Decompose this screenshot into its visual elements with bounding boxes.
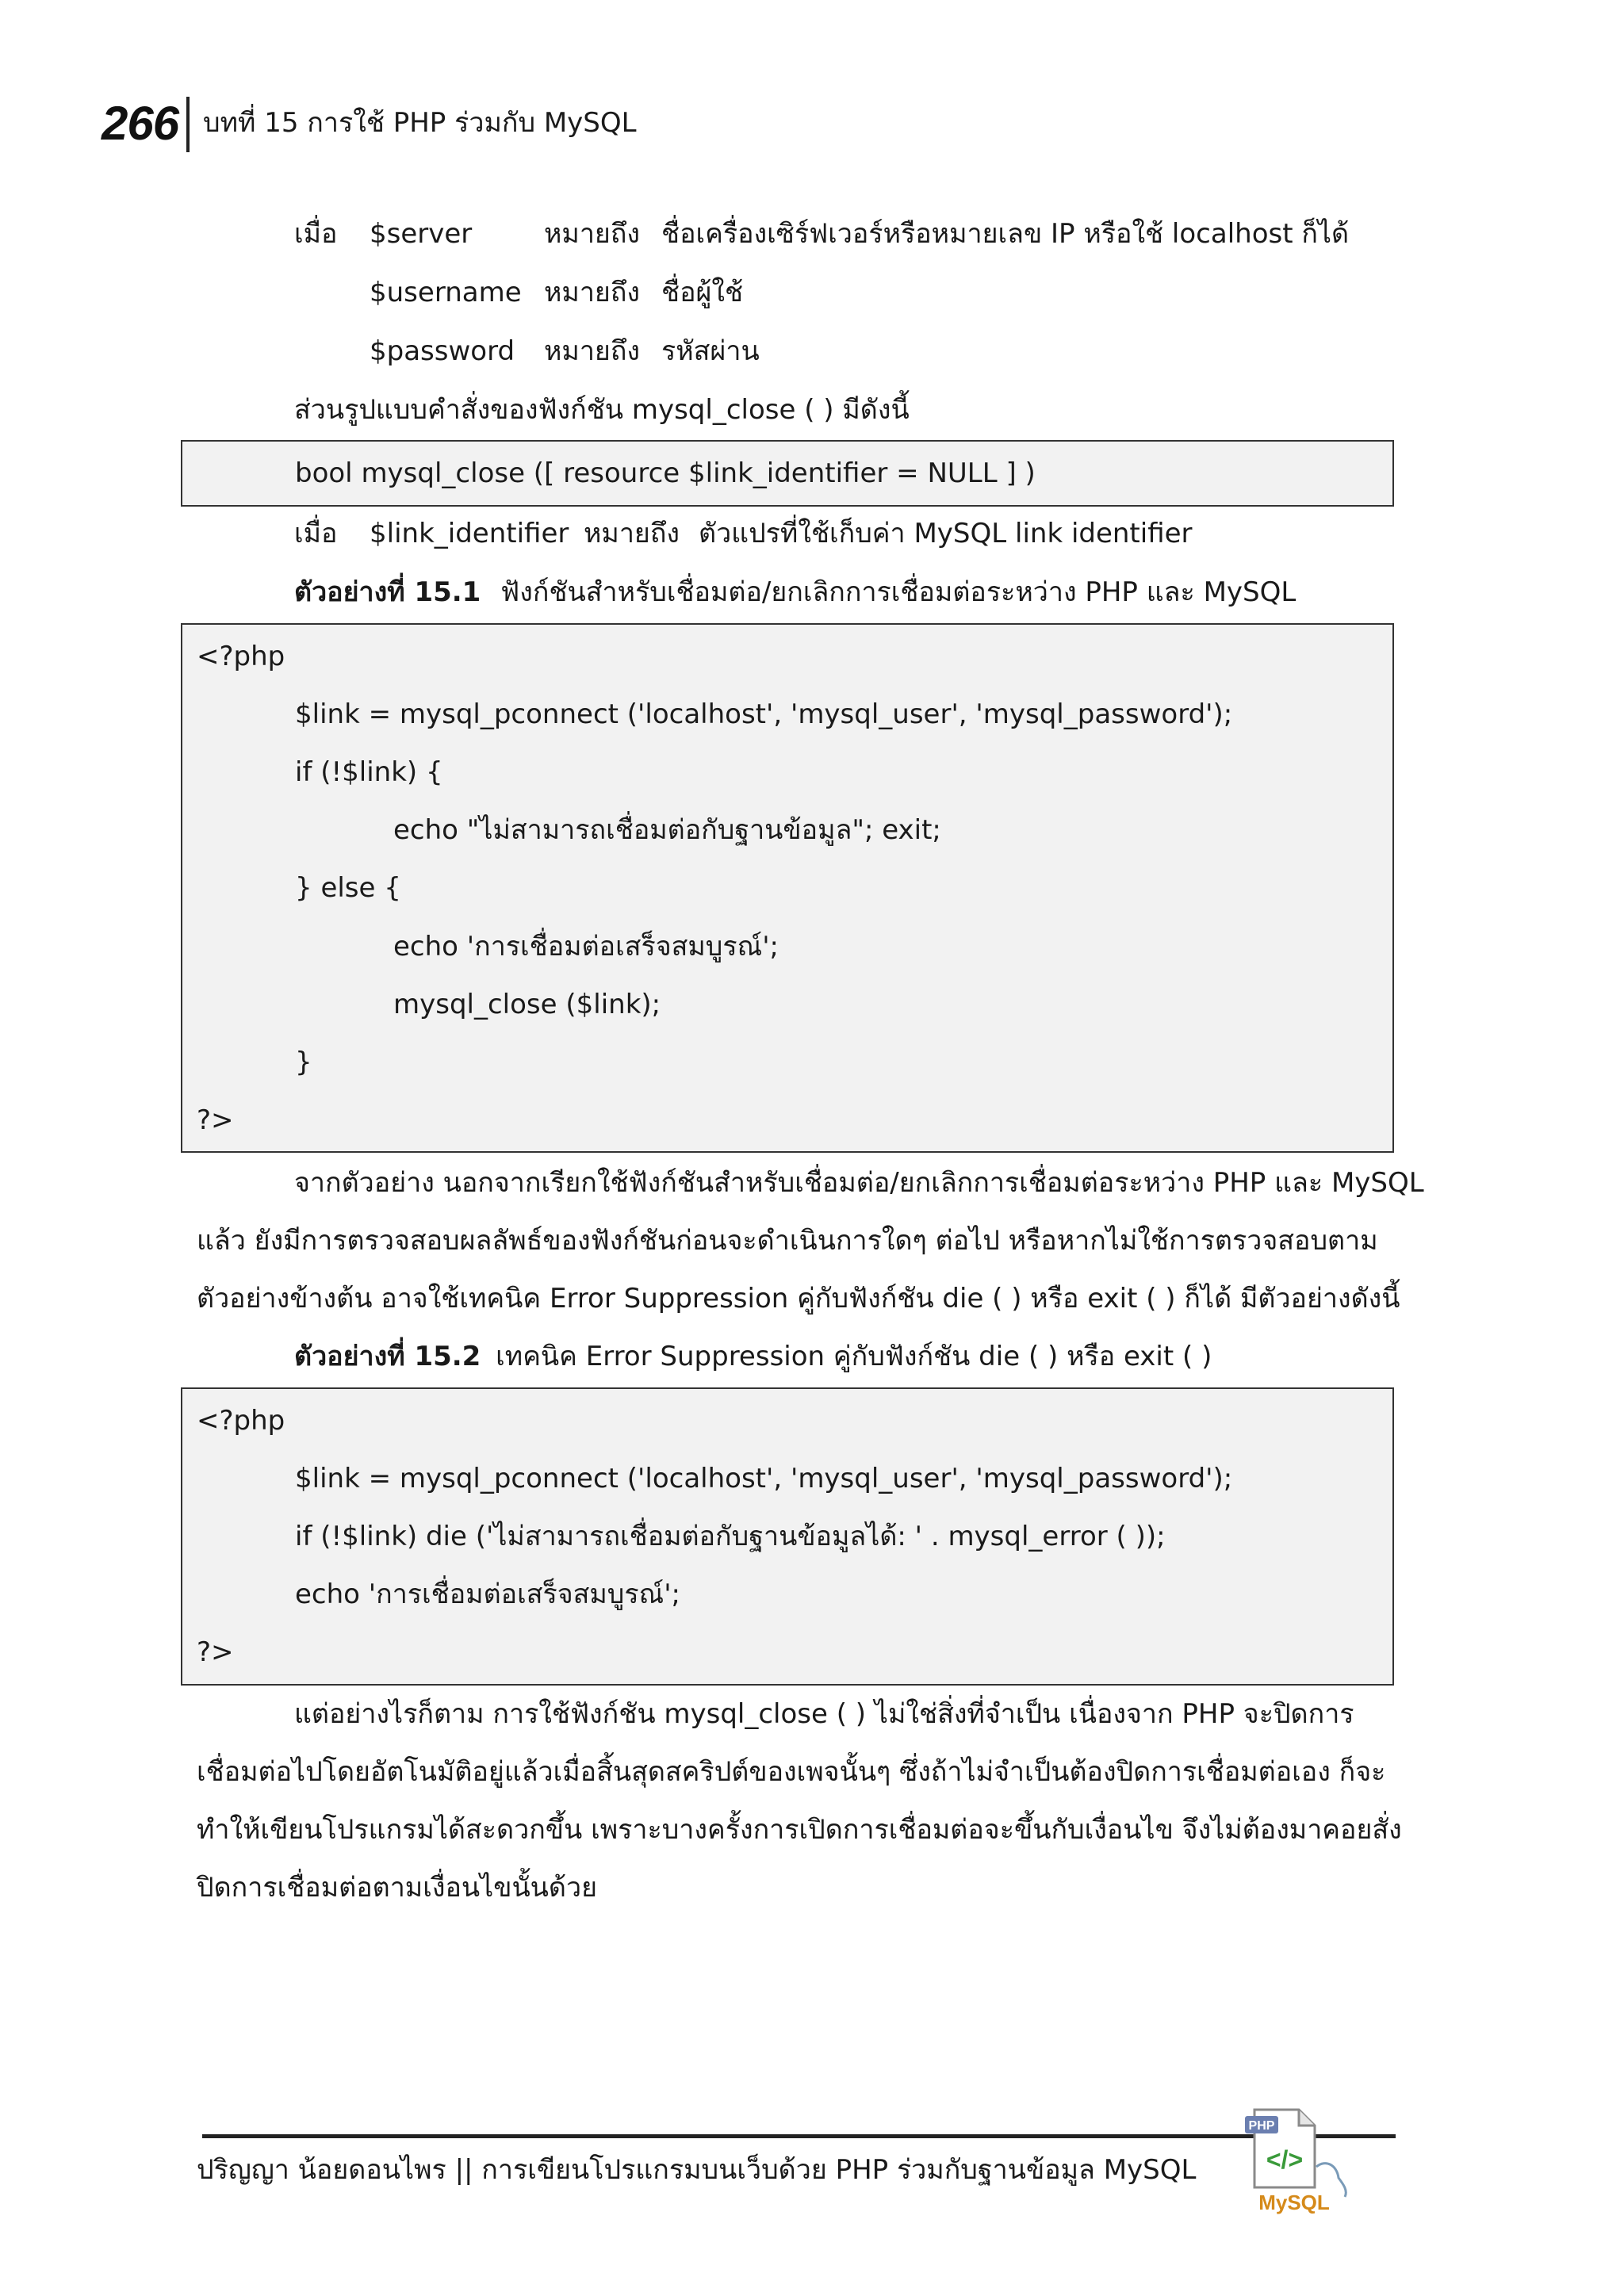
paragraph-1-line: ตัวอย่างข้างต้น อาจใช้เทคนิค Error Suppression คู่กับฟังก์ชัน die ( ) หรือ exit ( ) ก็ได้ มีตัวอย่างดังนี้ bbox=[197, 1283, 1400, 1314]
example-2-code-box bbox=[181, 1387, 1394, 1686]
paragraph-2-line: เชื่อมต่อไปโดยอัตโนมัติอยู่แล้วเมื่อสิ้นสุดสคริปต์ของเพจนั้นๆ ซึ่งถ้าไม่จำเป็นต้องปิดการเชื่อมต่อเอง ก็จะ bbox=[197, 1756, 1386, 1788]
logo-php-label: PHP bbox=[1248, 2119, 1275, 2133]
example-1-title: ฟังก์ชันสำหรับเชื่อมต่อ/ยกเลิกการเชื่อมต่อระหว่าง PHP และ MySQL bbox=[500, 576, 1297, 608]
definition-meaning: ตัวแปรที่ใช้เก็บค่า MySQL link identifier bbox=[699, 518, 1193, 549]
definition-meaning-label: หมายถึง bbox=[584, 518, 680, 549]
definition-meaning-label: หมายถึง bbox=[544, 218, 641, 250]
example-1-code-box bbox=[181, 623, 1394, 1153]
definition-meaning-label: หมายถึง bbox=[544, 277, 641, 308]
code-line: echo 'การเชื่อมต่อเสร็จสมบูรณ์'; bbox=[393, 931, 779, 962]
header-divider bbox=[186, 97, 190, 152]
footer-text: ปริญญา น้อยดอนไพร || การเขียนโปรแกรมบนเว็บด้วย PHP ร่วมกับฐานข้อมูล MySQL bbox=[197, 2154, 1197, 2186]
example-1-label: ตัวอย่างที่ 15.1 bbox=[294, 576, 481, 608]
definition-term: $password bbox=[370, 335, 515, 367]
definition-meaning: รหัสผ่าน bbox=[661, 335, 760, 367]
php-mysql-logo-icon bbox=[1237, 2105, 1364, 2216]
definition-term: $link_identifier bbox=[370, 518, 569, 549]
code-line: echo "ไม่สามารถเชื่อมต่อกับฐานข้อมูล"; exit; bbox=[393, 814, 941, 846]
example-2-caption bbox=[294, 1337, 1212, 1376]
code-line: $link = mysql_pconnect ('localhost', 'mysql_user', 'mysql_password'); bbox=[295, 1463, 1233, 1494]
paragraph-2-line: ปิดการเชื่อมต่อตามเงื่อนไขนั้นด้วย bbox=[197, 1872, 598, 1904]
example-2-label: ตัวอย่างที่ 15.2 bbox=[294, 1341, 481, 1372]
definition-meaning-label: หมายถึง bbox=[544, 335, 641, 367]
code-line: <?php bbox=[197, 641, 285, 672]
paragraph-1-line: จากตัวอย่าง นอกจากเรียกใช้ฟังก์ชันสำหรับเชื่อมต่อ/ยกเลิกการเชื่อมต่อระหว่าง PHP และ MySQL bbox=[294, 1167, 1424, 1199]
definition-meaning: ชื่อเครื่องเซิร์ฟเวอร์หรือหมายเลข IP หรือใช้ localhost ก็ได้ bbox=[661, 218, 1350, 250]
code-line: mysql_close ($link); bbox=[393, 989, 661, 1020]
code-line: } bbox=[295, 1047, 312, 1078]
code-line: <?php bbox=[197, 1405, 285, 1437]
code-line: if (!$link) { bbox=[295, 756, 443, 788]
code-line: echo 'การเชื่อมต่อเสร็จสมบูรณ์'; bbox=[295, 1578, 680, 1610]
definition-meaning: ชื่อผู้ใช้ bbox=[661, 277, 744, 308]
logo-code-glyph: </> bbox=[1266, 2145, 1304, 2174]
chapter-title: บทที่ 15 การใช้ PHP ร่วมกับ MySQL bbox=[203, 107, 637, 139]
code-line: $link = mysql_pconnect ('localhost', 'mysql_user', 'mysql_password'); bbox=[295, 698, 1233, 730]
definition-when-label: เมื่อ bbox=[294, 218, 338, 250]
syntax-box bbox=[181, 440, 1394, 507]
close-intro-text: ส่วนรูปแบบคำสั่งของฟังก์ชัน mysql_close ( ) มีดังนี้ bbox=[294, 394, 910, 426]
page-number: 266 bbox=[102, 97, 179, 150]
code-line: if (!$link) die ('ไม่สามารถเชื่อมต่อกับฐานข้อมูลได้: ' . mysql_error ( )); bbox=[295, 1521, 1166, 1552]
logo-mysql-label: MySQL bbox=[1258, 2191, 1330, 2214]
paragraph-2-line: ทำให้เขียนโปรแกรมได้สะดวกขึ้น เพราะบางครั้งการเปิดการเชื่อมต่อจะขึ้นกับเงื่อนไข จึงไม่ต้องมาคอยสั่ง bbox=[197, 1814, 1402, 1846]
code-line: } else { bbox=[295, 872, 401, 904]
example-2-title: เทคนิค Error Suppression คู่กับฟังก์ชัน die ( ) หรือ exit ( ) bbox=[496, 1341, 1212, 1372]
definition-term: $server bbox=[370, 218, 473, 250]
code-line: ?> bbox=[197, 1104, 234, 1136]
paragraph-2-line: แต่อย่างไรก็ตาม การใช้ฟังก์ชัน mysql_close ( ) ไม่ใช่สิ่งที่จำเป็น เนื่องจาก PHP จะปิดการ bbox=[294, 1698, 1354, 1730]
paragraph-1-line: แล้ว ยังมีการตรวจสอบผลลัพธ์ของฟังก์ชันก่อนจะดำเนินการใดๆ ต่อไป หรือหากไม่ใช้การตรวจสอบตาม bbox=[197, 1225, 1378, 1257]
code-line: ?> bbox=[197, 1636, 234, 1668]
example-1-caption bbox=[294, 572, 1296, 612]
syntax-text: bool mysql_close ([ resource $link_identifier = NULL ] ) bbox=[295, 457, 1036, 489]
definition-when-label: เมื่อ bbox=[294, 518, 338, 549]
definition-term: $username bbox=[370, 277, 522, 308]
footer-divider bbox=[202, 2134, 1396, 2138]
